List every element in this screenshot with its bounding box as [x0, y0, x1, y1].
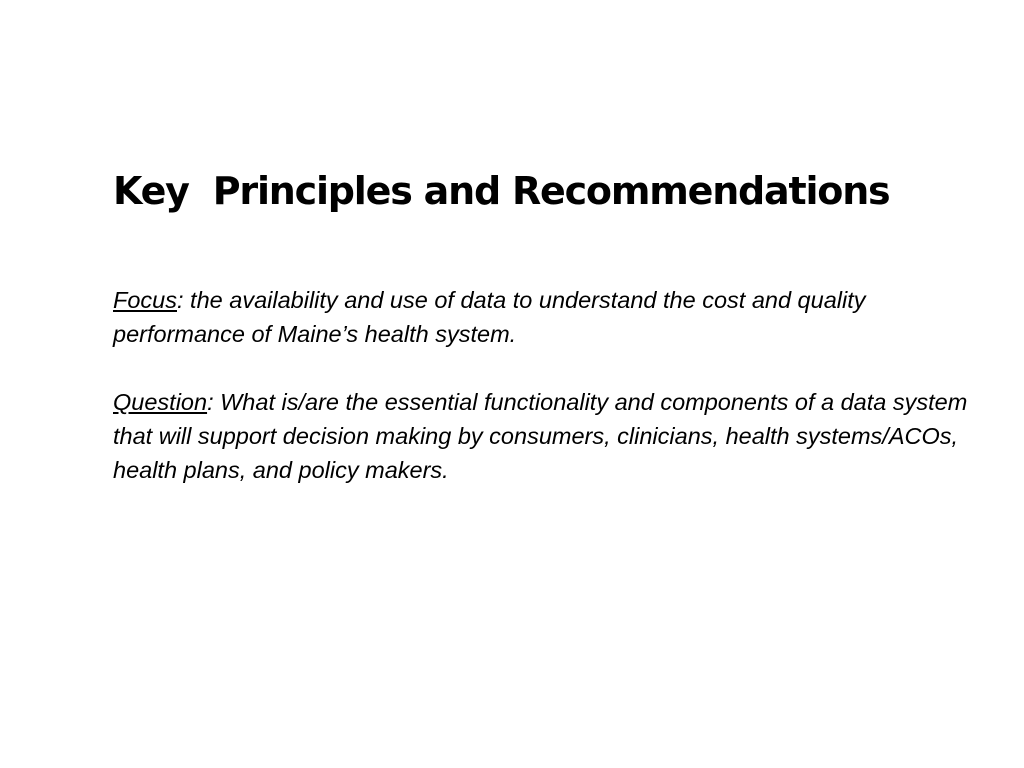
question-text: : What is/are the essential functionality and components of a data system that will support decision making by consumers, clinicians, health systems/ACOs, health plans, and policy makers.: [113, 389, 968, 483]
slide-title: Key Principles and Recommendations: [113, 169, 890, 213]
focus-paragraph: [113, 283, 973, 351]
question-label: Question: [113, 389, 208, 415]
slide-body: [113, 283, 973, 521]
question-paragraph: [113, 385, 973, 487]
focus-text: : the availability and use of data to understand the cost and quality performance of Maine’s health system.: [113, 287, 866, 347]
focus-label: Focus: [113, 287, 177, 313]
